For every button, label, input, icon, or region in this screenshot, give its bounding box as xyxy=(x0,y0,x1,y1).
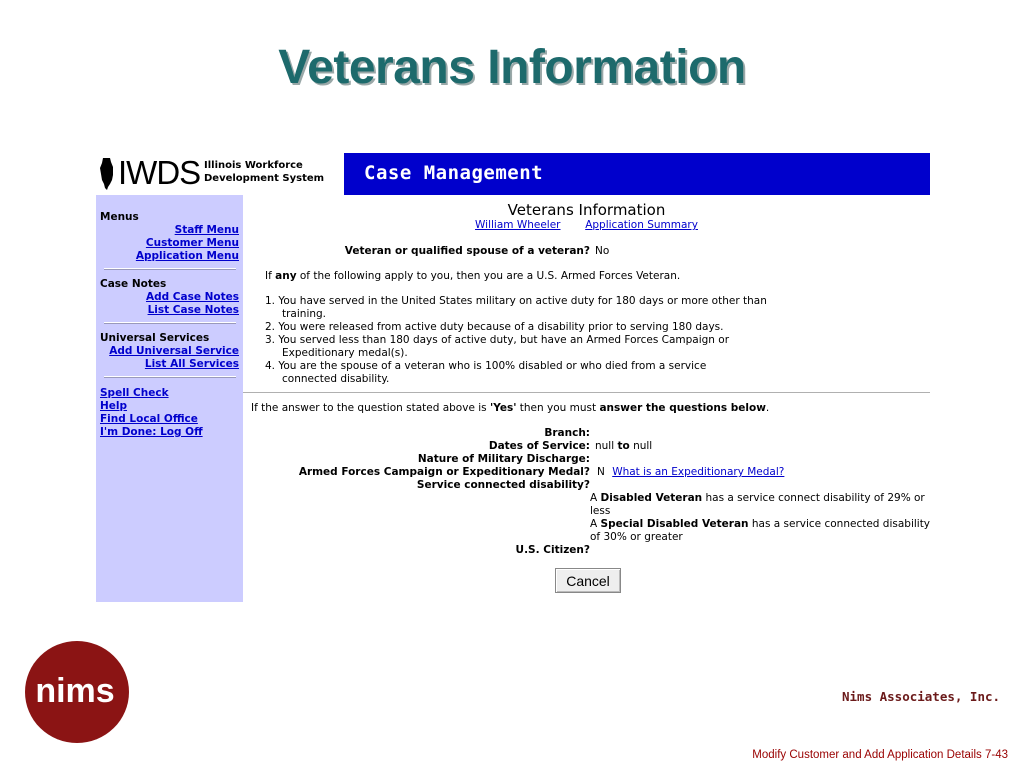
answer-end: . xyxy=(765,402,770,414)
disabled-pre: A xyxy=(590,492,601,504)
answer-instructions xyxy=(251,402,769,414)
spell-check-link[interactable]: Spell Check xyxy=(100,387,169,399)
dates-to-word: to xyxy=(617,440,630,452)
veteran-answer: No xyxy=(595,245,610,257)
list-all-services-link[interactable]: List All Services xyxy=(144,358,239,370)
logo-subtitle-line-2: Development System xyxy=(204,173,325,184)
dates-to: null xyxy=(633,440,653,452)
list-item: 2. You were released from active duty because of a disability prior to serving 180 days. xyxy=(265,321,724,333)
branch-label: Branch: xyxy=(544,427,590,439)
log-off-link[interactable]: I'm Done: Log Off xyxy=(100,426,203,438)
illinois-state-icon xyxy=(100,158,114,190)
help-link[interactable]: Help xyxy=(100,400,128,412)
section-divider xyxy=(243,392,930,393)
answer-pre: If the answer to the question stated above is xyxy=(251,402,490,414)
logo-subtitle xyxy=(204,159,324,185)
add-case-notes-link[interactable]: Add Case Notes xyxy=(145,291,239,303)
intro-bold: any xyxy=(275,270,297,282)
company-name: Nims Associates, Inc. xyxy=(842,689,1001,704)
intro-pre: If xyxy=(265,270,276,282)
disabled-veteran-note-cont: less xyxy=(590,505,611,517)
menus-heading: Menus xyxy=(100,211,139,223)
list-item: 4. You are the spouse of a veteran who is 100% disabled or who died from a service xyxy=(265,360,707,372)
staff-menu-link[interactable]: Staff Menu xyxy=(174,224,239,236)
sidebar-divider xyxy=(104,322,236,324)
application-menu-link[interactable]: Application Menu xyxy=(135,250,239,262)
answer-yes: 'Yes' xyxy=(489,402,517,414)
sidebar-divider xyxy=(104,376,236,378)
answer-mid: then you must xyxy=(516,402,600,414)
disability-label: Service connected disability? xyxy=(416,479,590,491)
customer-name-link[interactable]: William Wheeler xyxy=(475,219,561,231)
header-links xyxy=(243,219,930,231)
medal-label: Armed Forces Campaign or Expeditionary Medal? xyxy=(298,466,590,478)
slide-title: Veterans Information xyxy=(278,41,746,94)
special-pre: A xyxy=(590,518,601,530)
nims-logo-text: nims xyxy=(35,672,115,710)
medal-value xyxy=(597,466,784,478)
universal-services-heading: Universal Services xyxy=(100,332,210,344)
logo-subtitle-line-1: Illinois Workforce xyxy=(204,160,303,171)
list-item-cont: connected disability. xyxy=(282,373,390,385)
medal-answer: N xyxy=(597,466,605,478)
case-notes-heading: Case Notes xyxy=(100,278,167,290)
application-summary-link[interactable]: Application Summary xyxy=(585,219,698,231)
customer-menu-link[interactable]: Customer Menu xyxy=(145,237,239,249)
intro-post: of the following apply to you, then you are a U.S. Armed Forces Veteran. xyxy=(296,270,681,282)
special-post: has a service connected disability xyxy=(748,518,931,530)
slide-footer: Modify Customer and Add Application Details 7-43 xyxy=(752,749,1008,761)
iwds-logo: IWDS xyxy=(118,154,201,191)
citizen-label: U.S. Citizen? xyxy=(515,544,590,556)
special-disabled-note-cont: of 30% or greater xyxy=(590,531,683,543)
main-content xyxy=(243,195,930,602)
list-item-cont: training. xyxy=(282,308,327,320)
disabled-bold: Disabled Veteran xyxy=(600,492,703,504)
app-banner xyxy=(96,153,930,195)
discharge-label: Nature of Military Discharge: xyxy=(417,453,590,465)
screenshot-frame xyxy=(96,153,930,602)
disabled-post: has a service connect disability of 29% or xyxy=(702,492,925,504)
special-disabled-note xyxy=(590,518,930,530)
expeditionary-medal-link[interactable]: What is an Expeditionary Medal? xyxy=(612,466,785,478)
dates-from: null xyxy=(595,440,615,452)
cancel-button[interactable]: Cancel xyxy=(555,568,621,593)
sidebar-divider xyxy=(104,268,236,270)
special-bold: Special Disabled Veteran xyxy=(600,518,749,530)
dates-value xyxy=(595,440,652,452)
page-heading: Veterans Information xyxy=(507,201,666,219)
intro-text xyxy=(265,270,680,282)
list-case-notes-link[interactable]: List Case Notes xyxy=(147,304,239,316)
add-universal-service-link[interactable]: Add Universal Service xyxy=(109,345,239,357)
find-local-office-link[interactable]: Find Local Office xyxy=(100,413,198,425)
list-item: 3. You served less than 180 days of active duty, but have an Armed Forces Campaign or xyxy=(265,334,730,346)
disabled-veteran-note xyxy=(590,492,925,504)
logo-box xyxy=(96,153,344,195)
answer-bold: answer the questions below xyxy=(599,402,766,414)
veteran-question-label: Veteran or qualified spouse of a veteran? xyxy=(344,245,590,257)
list-item: 1. You have served in the United States military on active duty for 180 days or more other than xyxy=(265,295,767,307)
list-item-cont: Expeditionary medal(s). xyxy=(282,347,408,359)
dates-label: Dates of Service: xyxy=(488,440,590,452)
nims-logo xyxy=(24,640,130,744)
banner-title: Case Management xyxy=(364,162,544,184)
sidebar xyxy=(96,195,243,602)
